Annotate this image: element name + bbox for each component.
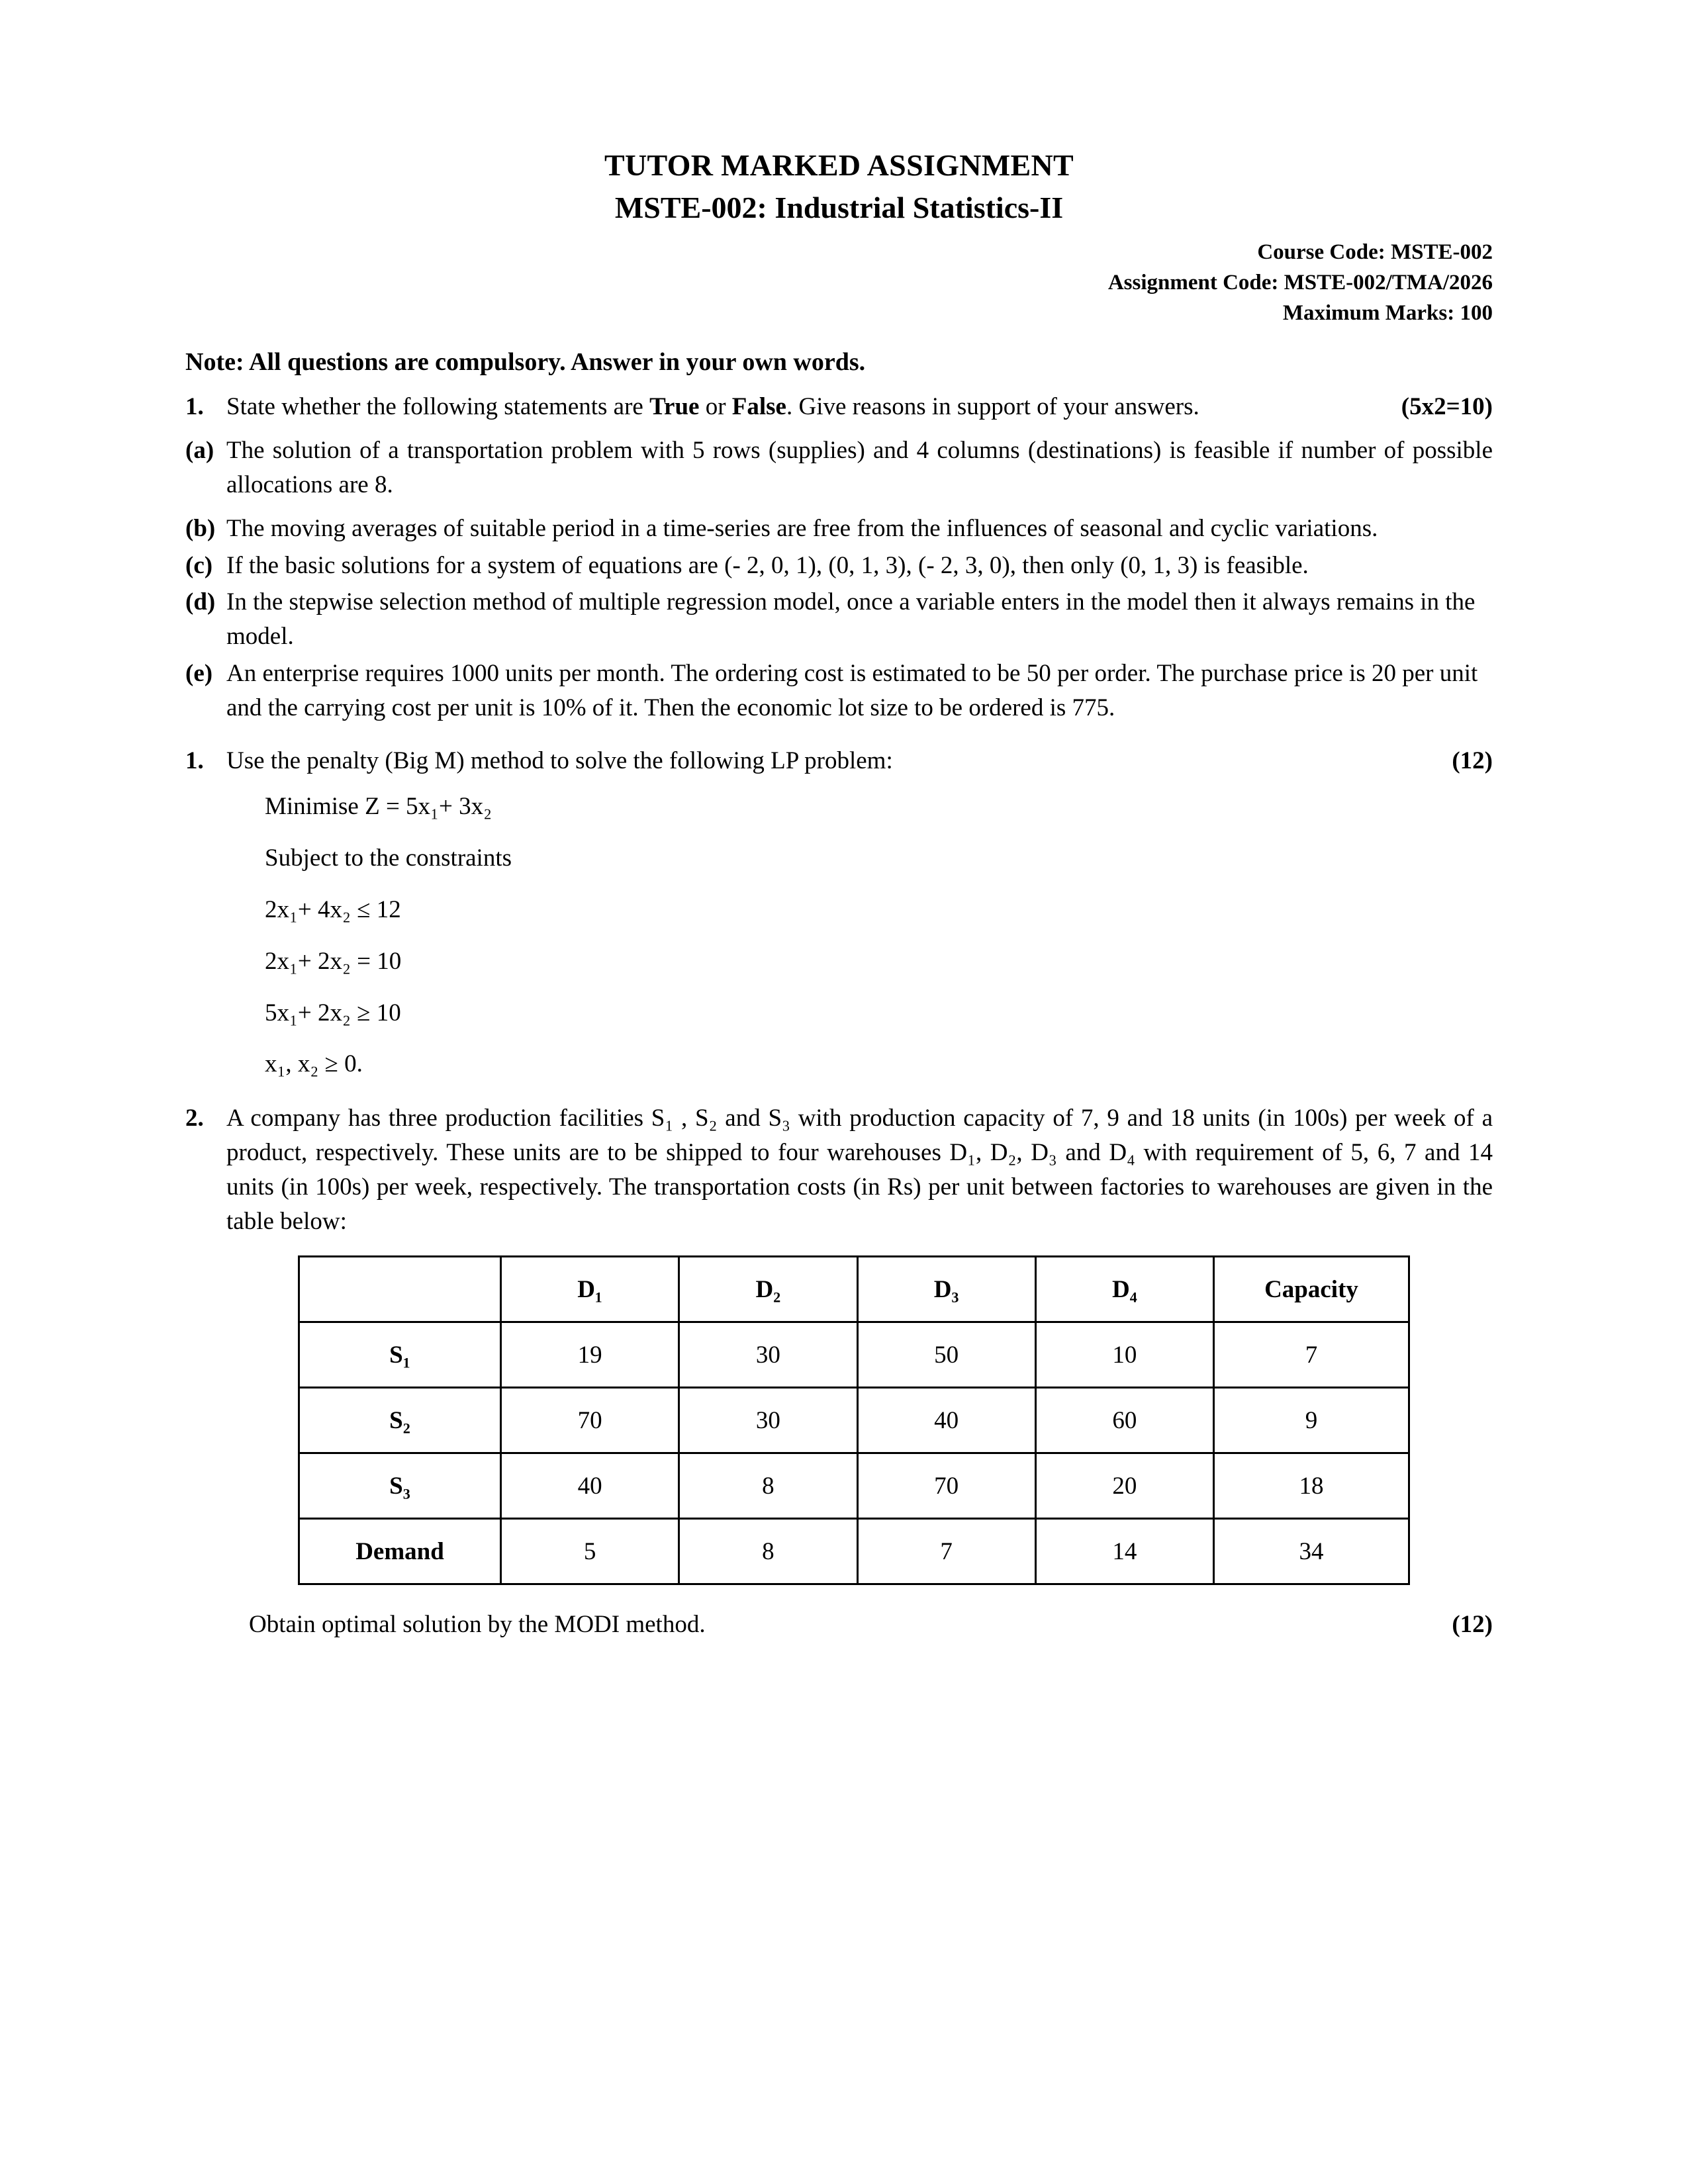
cell-demand-total: 34 [1214,1519,1409,1584]
document-content [185,146,1493,1642]
cell-s2-d2: 30 [679,1388,857,1453]
column-header-d1: D₁ [501,1257,679,1322]
sub-item-e-text: An enterprise requires 1000 units per month. The ordering cost is estimated to be 50 per order. The purchase price is 20 per unit and the carrying cost per unit is 10% of it. Then the economic lot size to be ordered is 775. [226,660,1478,721]
cell-s3-capacity: 18 [1214,1453,1409,1519]
cell-s3-d1: 40 [501,1453,679,1519]
question-1-marks: (5x2=10) [1401,393,1493,421]
cell-s2-d4: 60 [1035,1388,1213,1453]
sub-item-e-label: (e) [185,660,213,688]
cell-s1-d1: 19 [501,1322,679,1388]
document-title: TUTOR MARKED ASSIGNMENT [604,148,1074,182]
question-2 [185,744,1493,778]
table-row [299,1322,1409,1388]
document-subtitle: MSTE-002: Industrial Statistics-II [614,190,1064,224]
table-row [299,1453,1409,1519]
question-1-subitems [185,433,1493,725]
table-header-row [299,1257,1409,1322]
cell-s1-d2: 30 [679,1322,857,1388]
question-3-number: 2. [185,1105,204,1132]
cell-s2-d1: 70 [501,1388,679,1453]
table-header [299,1257,1409,1322]
question-1 [185,390,1493,424]
sub-item-a [185,433,1493,502]
question-2-text: Use the penalty (Big M) method to solve the following LP problem: [226,747,893,774]
question-1-number: 1. [185,393,204,421]
sub-item-b-text: The moving averages of suitable period in a time-series are free from the influences of seasonal and cyclic variations. [226,514,1378,542]
sub-item-c [185,549,1493,583]
column-header-d2: D₂ [679,1257,857,1322]
equation-constraint-1: 2x₁+ 4x₂ ≤ 12 [265,896,401,924]
table-row [299,1519,1409,1584]
row-header-demand: Demand [299,1519,501,1584]
cell-s2-d3: 40 [857,1388,1035,1453]
maximum-marks-line: Maximum Marks: 100 [1282,300,1493,325]
row-header-s1: S₁ [299,1322,501,1388]
table-corner-cell [299,1257,501,1322]
question-2-marks: (12) [1452,747,1493,774]
sub-item-e [185,657,1493,725]
column-header-d3: D₃ [857,1257,1035,1322]
question-1-text-a: State whether the following statements are [226,393,650,421]
column-header-d4: D₄ [1035,1257,1213,1322]
question-3-body: A company has three production facilities S₁ , S₂ and S₃ with production capacity of 7, 9 and 18 units (in 100s) per week of a product, respectively. These units are to be shipped to four warehouses D₁, D₂, D₃ and D₄ with requirement of 5, 6, 7 and 14 units (in 100s) per week, respectively. The transportation costs (in Rs) per unit between factories to warehouses are given in the table below: [226,1105,1493,1235]
course-code-line: Course Code: MSTE-002 [1257,240,1493,264]
question-1-body [226,390,1493,424]
question-1-bold-true: True [649,393,700,421]
cell-demand-d3: 7 [857,1519,1035,1584]
question-3-closing [249,1608,1493,1642]
cell-demand-d2: 8 [679,1519,857,1584]
equation-nonnegativity: x₁, x₂ ≥ 0. [265,1050,363,1078]
sub-item-c-label: (c) [185,551,213,579]
cell-s1-capacity: 7 [1214,1322,1409,1388]
row-header-s3: S₃ [299,1453,501,1519]
question-3 [185,1101,1493,1238]
transportation-cost-table [298,1255,1410,1585]
sub-item-d-text: In the stepwise selection method of multiple regression model, once a variable enters in the model then it always remains in the model. [226,588,1476,651]
question-2-body [226,744,1493,778]
sub-item-d-label: (d) [185,588,216,616]
question-3-marks: (12) [1452,1611,1493,1639]
sub-item-b-label: (b) [185,514,216,542]
table-body [299,1322,1409,1584]
question-1-bold-false: False [731,393,786,421]
cell-demand-d1: 5 [501,1519,679,1584]
assignment-code-line: Assignment Code: MSTE-002/TMA/2026 [1107,270,1493,295]
question-1-text-mid: or [699,393,732,421]
column-header-capacity: Capacity [1214,1257,1409,1322]
question-3-closing-text: Obtain optimal solution by the MODI method. [249,1611,706,1639]
cell-s3-d4: 20 [1035,1453,1213,1519]
equation-constraints-label: Subject to the constraints [265,844,512,872]
cell-s1-d3: 50 [857,1322,1035,1388]
question-1-text-b: . Give reasons in support of your answers. [786,393,1199,421]
cell-s3-d2: 8 [679,1453,857,1519]
sub-item-d [185,585,1493,654]
equation-constraint-2: 2x₁+ 2x₂ = 10 [265,947,402,975]
cell-s1-d4: 10 [1035,1322,1213,1388]
sub-item-c-text: If the basic solutions for a system of equations are (- 2, 0, 1), (0, 1, 3), (- 2, 3, 0), then only (0, 1, 3) is feasible. [226,551,1309,579]
transportation-cost-table-wrapper [298,1255,1493,1585]
equation-objective: Minimise Z = 5x₁+ 3x₂ [265,793,492,821]
cell-s3-d3: 70 [857,1453,1035,1519]
sub-item-a-text: The solution of a transportation problem with 5 rows (supplies) and 4 columns (destinations) is feasible if number of possible allocations are 8. [226,437,1493,499]
sub-item-a-label: (a) [185,437,214,465]
sub-item-b [185,512,1493,546]
equation-constraint-3: 5x₁+ 2x₂ ≥ 10 [265,999,401,1026]
lp-problem-equations [265,790,1493,1081]
cell-demand-d4: 14 [1035,1519,1213,1584]
question-2-number: 1. [185,747,204,774]
table-row [299,1388,1409,1453]
note-line: Note: All questions are compulsory. Answer in your own words. [185,348,866,377]
row-header-s2: S₂ [299,1388,501,1453]
cell-s2-capacity: 9 [1214,1388,1409,1453]
